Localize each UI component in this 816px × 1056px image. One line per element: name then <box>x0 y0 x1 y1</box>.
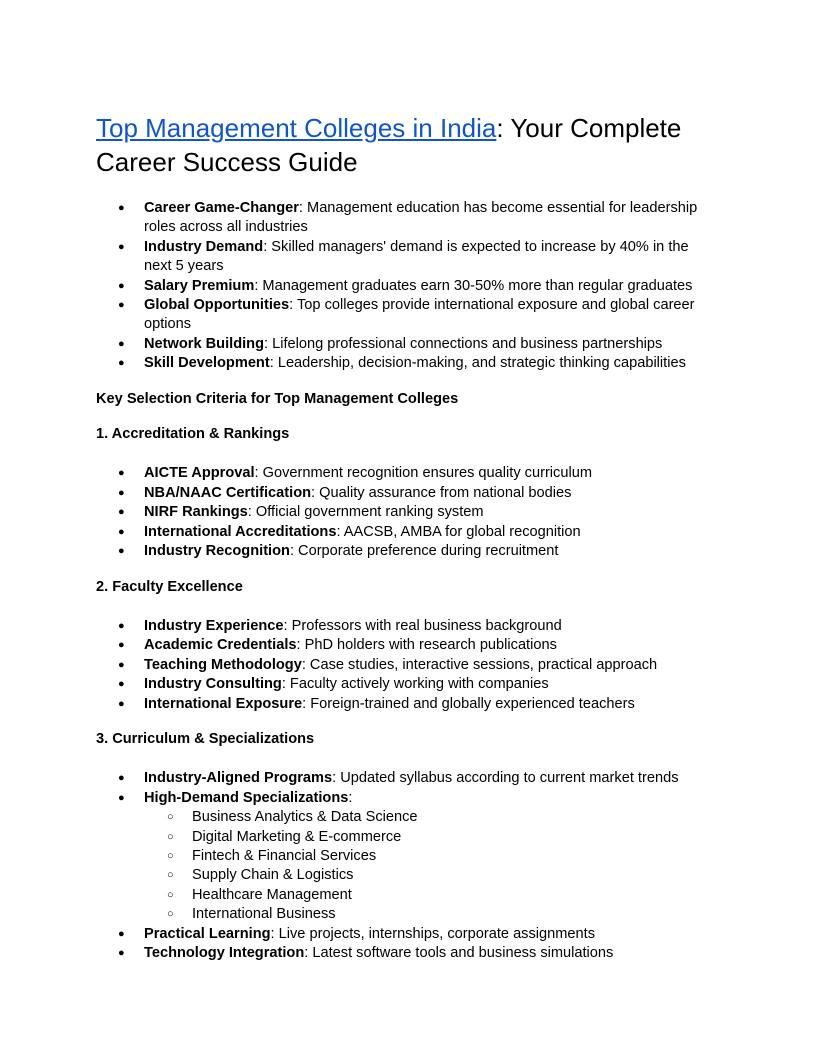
sub-list-item: ○ International Business <box>96 905 720 924</box>
sub-list-item: ○ Healthcare Management <box>96 886 720 905</box>
title-rest: : Your Complete Career Success Guide <box>96 113 682 177</box>
list-item: ● Career Game-Changer: Management education has become essential for leadership roles across all industries <box>96 199 720 238</box>
list-item: ● Academic Credentials: PhD holders with research publications <box>96 636 720 655</box>
list-item: ● NBA/NAAC Certification: Quality assurance from national bodies <box>96 484 720 503</box>
list-item: ● Industry-Aligned Programs: Updated syllabus according to current market trends <box>96 769 720 788</box>
title-link[interactable]: Top Management Colleges in India <box>96 113 497 143</box>
sub-list-item: ○ Digital Marketing & E-commerce <box>96 828 720 847</box>
list-item: ● Practical Learning: Live projects, internships, corporate assignments <box>96 925 720 944</box>
list-item: ● Industry Consulting: Faculty actively working with companies <box>96 675 720 694</box>
sub-list-item: ○ Supply Chain & Logistics <box>96 866 720 885</box>
sub-list-item: ○ Fintech & Financial Services <box>96 847 720 866</box>
list-item: ● Network Building: Lifelong professional connections and business partnerships <box>96 335 720 354</box>
accreditation-list <box>96 464 720 561</box>
section-heading-curriculum: 3. Curriculum & Specializations <box>96 730 315 747</box>
list-item: ● Industry Experience: Professors with real business background <box>96 617 720 636</box>
list-item: ● Global Opportunities: Top colleges provide international exposure and global career options <box>96 296 720 335</box>
curriculum-list <box>96 769 720 963</box>
list-item: ● NIRF Rankings: Official government ranking system <box>96 503 720 522</box>
list-item: ● Industry Demand: Skilled managers' demand is expected to increase by 40% in the next 5 years <box>96 238 720 277</box>
section-heading-faculty: 2. Faculty Excellence <box>96 578 243 595</box>
list-item: ● Industry Recognition: Corporate preference during recruitment <box>96 542 720 561</box>
list-item: ● Salary Premium: Management graduates earn 30-50% more than regular graduates <box>96 277 720 296</box>
list-item: ● Teaching Methodology: Case studies, interactive sessions, practical approach <box>96 656 720 675</box>
list-item: ● High-Demand Specializations: <box>96 789 720 808</box>
intro-list <box>96 199 720 374</box>
list-item: ● International Exposure: Foreign-trained and globally experienced teachers <box>96 695 720 714</box>
document-page <box>96 111 720 963</box>
page-title <box>96 111 720 179</box>
list-item: ● International Accreditations: AACSB, AMBA for global recognition <box>96 523 720 542</box>
list-item: ● Skill Development: Leadership, decision-making, and strategic thinking capabilities <box>96 354 720 373</box>
list-item: ● Technology Integration: Latest software tools and business simulations <box>96 944 720 963</box>
sub-list-item: ○ Business Analytics & Data Science <box>96 808 720 827</box>
list-item: ● AICTE Approval: Government recognition ensures quality curriculum <box>96 464 720 483</box>
section-heading-accreditation: 1. Accreditation & Rankings <box>96 426 290 443</box>
faculty-list <box>96 617 720 714</box>
criteria-heading: Key Selection Criteria for Top Management Colleges <box>96 390 459 407</box>
